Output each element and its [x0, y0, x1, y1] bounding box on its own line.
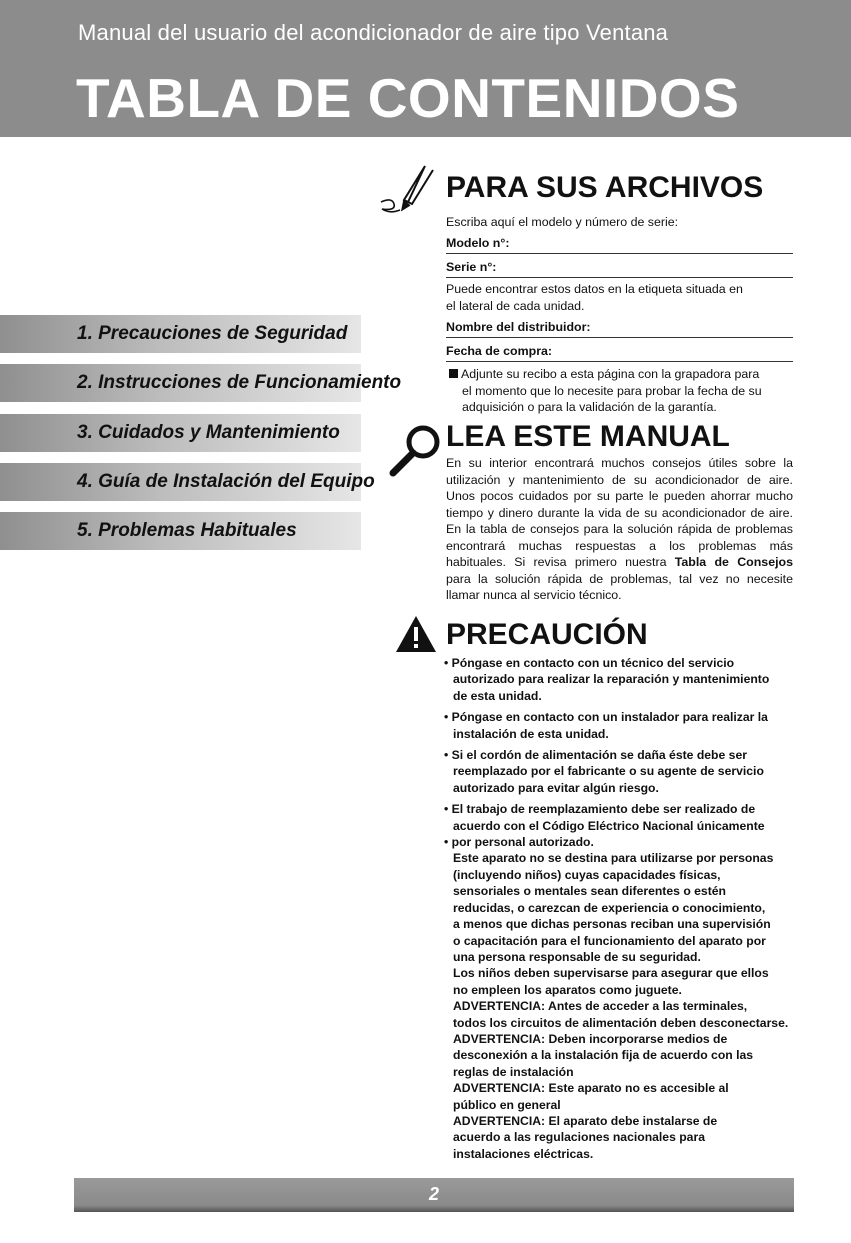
text-line: tiempo y dinero durante la vida de su acondicionador de aire. [446, 505, 793, 520]
caution-line: público en general [453, 1097, 561, 1112]
caution-line: acuerdo con el Código Eléctrico Nacional únicamente [453, 818, 765, 833]
records-title: PARA SUS ARCHIVOS [446, 171, 764, 204]
caution-line: • El trabajo de reemplazamiento debe ser realizado de [444, 802, 756, 817]
page-header [0, 0, 851, 137]
caution-line: una persona responsable de su seguridad. [453, 949, 701, 964]
text-line: utilización y mantenimiento de su acondicionador de aire. [446, 472, 793, 487]
caution-line: instalaciones eléctricas. [453, 1146, 594, 1161]
caution-line: sensoriales o mentales sean diferentes o estén [453, 884, 726, 899]
model-field[interactable] [446, 234, 793, 254]
text-line: para la solución rápida de problemas, tal vez no necesite [446, 571, 793, 586]
dealer-field[interactable] [446, 318, 793, 338]
text-line [446, 554, 793, 571]
caution-line: reemplazado por el fabricante o su agente de servicio [453, 764, 764, 779]
caution-line: de esta unidad. [453, 688, 542, 703]
caution-line: a menos que dichas personas reciban una supervisión [453, 917, 771, 932]
page-title: TABLA DE CONTENIDOS [76, 67, 740, 129]
toc-item-installation[interactable] [0, 463, 375, 501]
toc-item-troubleshooting[interactable] [0, 512, 361, 550]
caution-title: PRECAUCIÓN [446, 618, 648, 651]
caution-line: instalación de esta unidad. [453, 726, 609, 741]
magnifier-icon [387, 423, 443, 479]
caution-line: ADVERTENCIA: Este aparato no es accesible al [453, 1081, 729, 1096]
toc-item-label: 4. Guía de Instalación del Equipo [77, 471, 375, 492]
staple-note [449, 366, 796, 416]
caution-line: Este aparato no se destina para utilizarse por personas [453, 851, 774, 866]
read-manual-title: LEA ESTE MANUAL [446, 420, 730, 453]
text-line: llamar nunca al servicio técnico. [446, 588, 622, 602]
text-line: encontrará muchas respuestas a los problemas más [446, 538, 793, 553]
caution-line: ADVERTENCIA: Antes de acceder a las terminales, [453, 999, 748, 1014]
model-label: Modelo n°: [446, 236, 510, 250]
staple-note-line: adquisición o para la validación de la garantía. [462, 400, 717, 414]
read-manual-text [446, 455, 793, 604]
records-intro: Escriba aquí el modelo y número de serie: [446, 215, 679, 229]
caution-line: autorizado para evitar algún riesgo. [453, 780, 659, 795]
caution-line: reducidas, o carezcan de experiencia o conocimiento, [453, 900, 766, 915]
caution-line: • Póngase en contacto con un técnico del servicio [444, 656, 735, 670]
purchase-date-label: Fecha de compra: [446, 344, 553, 358]
text-line: Unos pocos cuidados por su parte le pueden ahorrar mucho [446, 489, 793, 503]
records-note-line: el lateral de cada unidad. [446, 298, 585, 313]
purchase-date-field[interactable] [446, 342, 793, 362]
staple-note-line: Adjunte su recibo a esta página con la grapadora para [461, 367, 760, 381]
warning-icon [394, 614, 438, 654]
caution-line: todos los circuitos de alimentación deben desconectarse. [453, 1015, 789, 1030]
caution-line: • Póngase en contacto con un instalador para realizar la [444, 710, 768, 725]
text-segment: habituales. Si revisa primero nuestra [446, 555, 675, 569]
caution-line: • Si el cordón de alimentación se daña éste debe ser [444, 748, 747, 763]
toc-item-care[interactable] [0, 414, 361, 452]
records-note [446, 281, 793, 314]
toc-item-operation[interactable] [0, 364, 402, 402]
caution-line: no empleen los aparatos como juguete. [453, 982, 682, 997]
text-line: En su interior encontrará muchos consejos útiles sobre la [446, 456, 793, 470]
toc-item-safety[interactable] [0, 315, 361, 353]
tips-table-link: Tabla de Consejos [674, 555, 793, 569]
toc-item-label: 2. Instrucciones de Funcionamiento [77, 372, 402, 393]
caution-line: Los niños deben supervisarse para asegurar que ellos [453, 966, 769, 981]
serial-label: Serie n°: [446, 260, 497, 274]
caution-line: • por personal autorizado. [444, 835, 594, 850]
page-number: 2 [428, 1184, 439, 1204]
text-line: En la tabla de consejos para la solución rápida de problemas [446, 522, 793, 536]
caution-line: acuerdo a las regulaciones nacionales para [453, 1130, 705, 1145]
bullet-square-icon [449, 369, 458, 378]
manual-subtitle: Manual del usuario del acondicionador de aire tipo Ventana [78, 20, 669, 45]
caution-line: reglas de instalación [453, 1064, 574, 1079]
pen-icon [378, 164, 438, 220]
caution-line: (incluyendo niños) cuyas capacidades físicas, [453, 867, 721, 882]
caution-line: o capacitación para el funcionamiento del aparato por [453, 933, 766, 948]
staple-note-line: el momento que lo necesite para probar la fecha de su [462, 383, 762, 398]
caution-line: desconexión a la instalación fija de acuerdo con las [453, 1048, 754, 1063]
serial-field[interactable] [446, 258, 793, 278]
toc-item-label: 1. Precauciones de Seguridad [77, 323, 348, 344]
toc-item-label: 3. Cuidados y Mantenimiento [77, 422, 340, 443]
toc-item-label: 5. Problemas Habituales [77, 520, 297, 541]
records-note-line: Puede encontrar estos datos en la etiqueta situada en [446, 282, 743, 296]
caution-line: autorizado para realizar la reparación y mantenimiento [453, 672, 770, 687]
caution-line: ADVERTENCIA: El aparato debe instalarse de [453, 1113, 718, 1128]
page-footer [74, 1178, 794, 1212]
dealer-label: Nombre del distribuidor: [446, 320, 591, 334]
caution-list [444, 655, 824, 1162]
caution-line: ADVERTENCIA: Deben incorporarse medios de [453, 1031, 728, 1046]
